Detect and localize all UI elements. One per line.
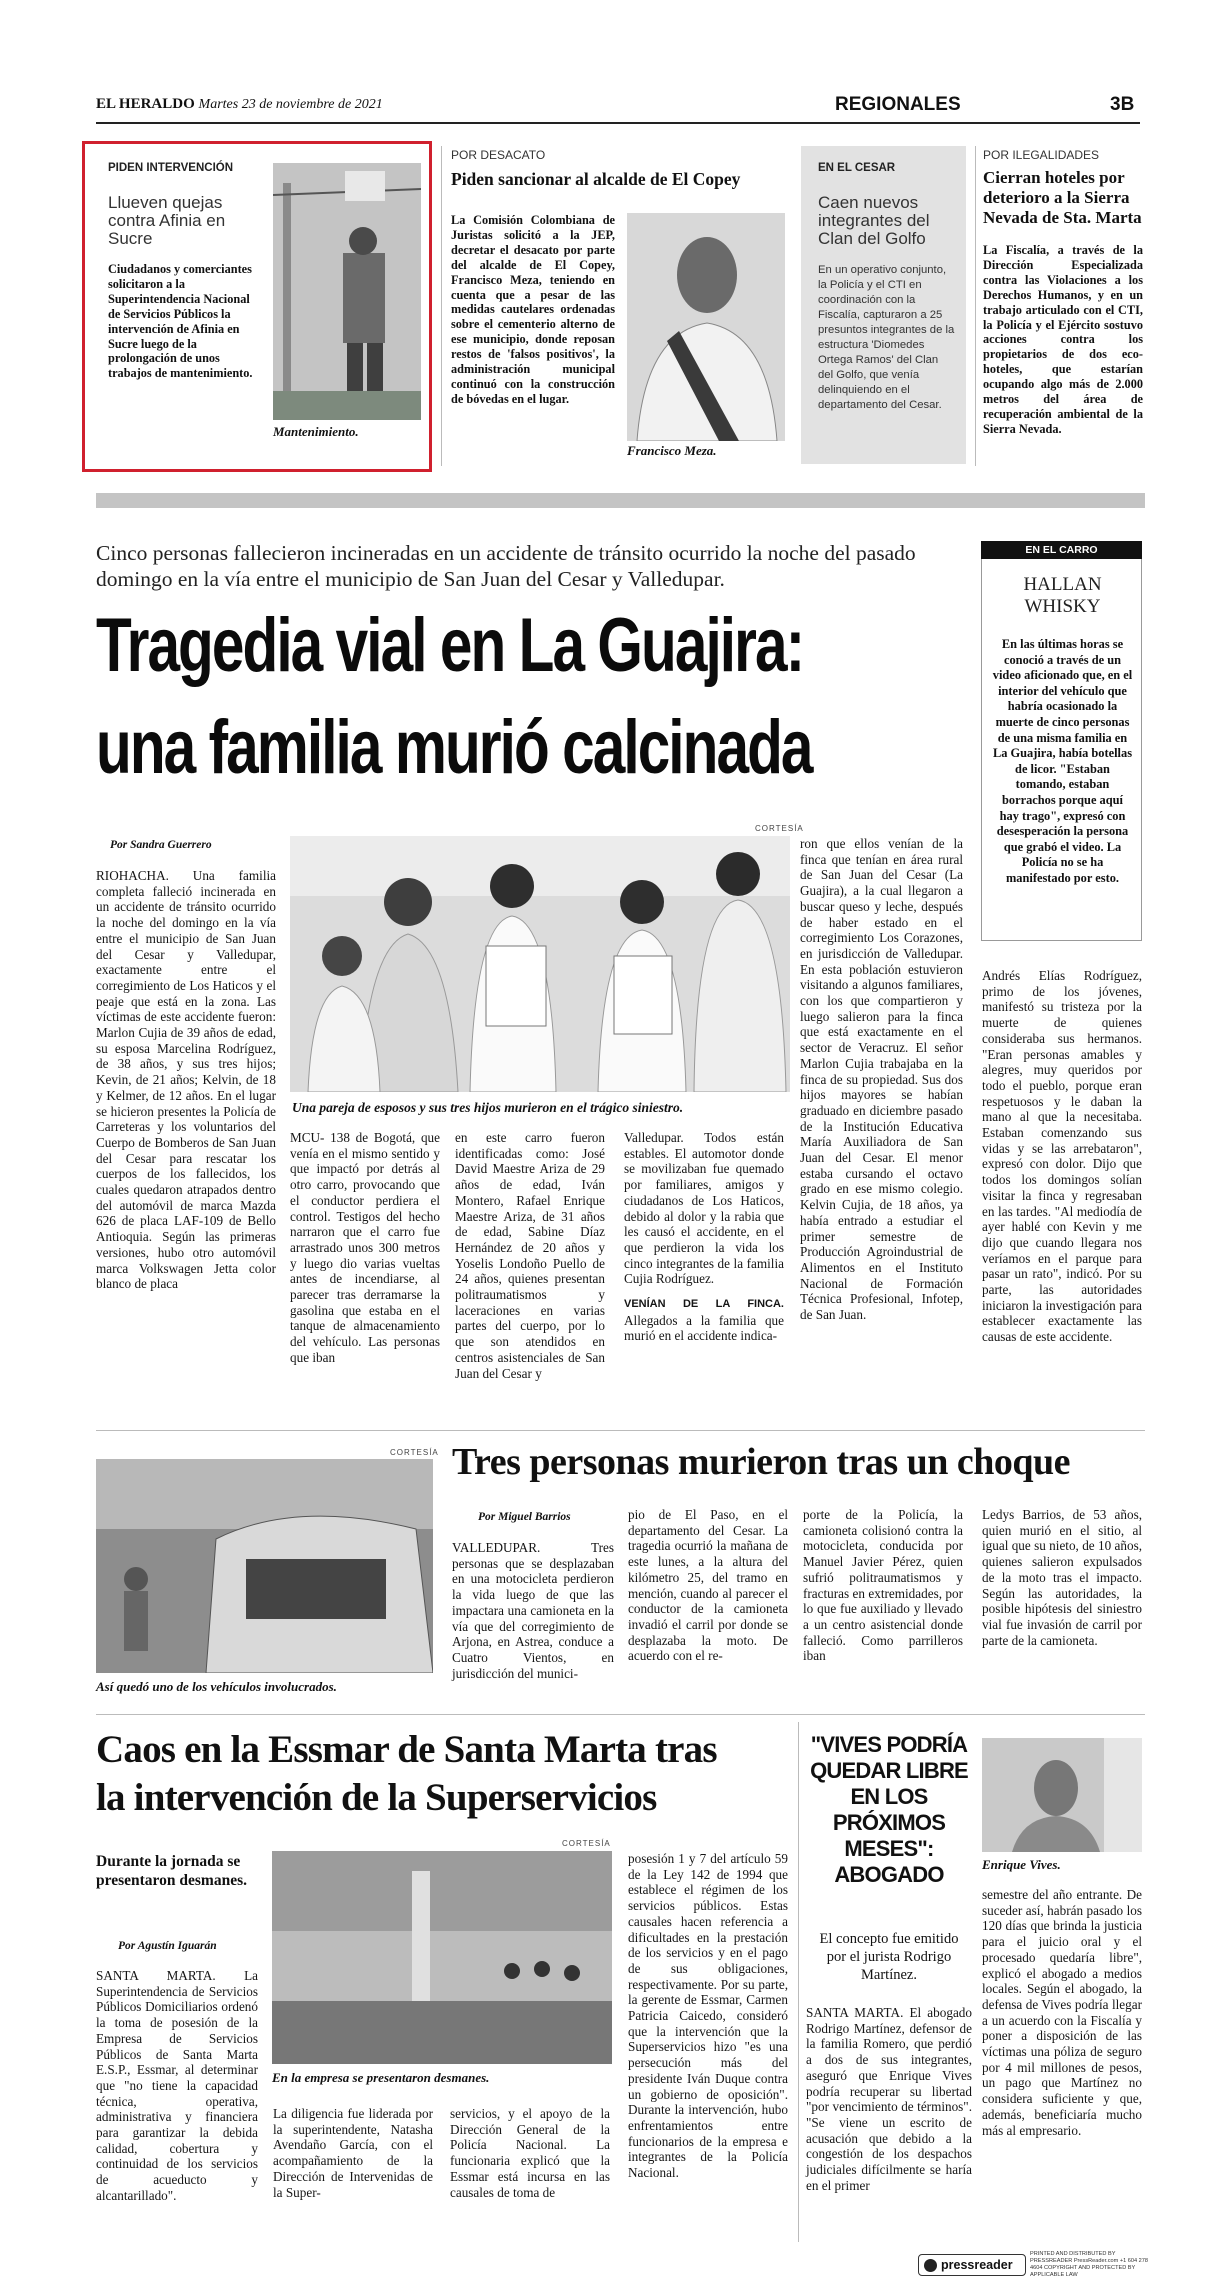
vives-deck: El concepto fue emitido por el jurista Rodrigo Martínez. <box>819 1931 959 1983</box>
choque-column-2: pio de El Paso, en el departamento del Cesar. La tragedia ocurrió la mañana de este lunes, a la altura del kilómetro 25, del tramo en mención, cuando al parecer el conductor de la camioneta invadió el carril por donde se desplazaba la moto. De acuerdo con el re- <box>628 1507 788 1664</box>
section-name: REGIONALES <box>835 94 961 115</box>
brief-hotels-body: La Fiscalía, a través de la Dirección Especializada contra las Violaciones a los Derechos Humanos, y en un trabajo articulado con el CTI, la Policía y el Ejército sostuvo acciones contra los propietarios de dos eco-hoteles, que estarían ocupando algo más de 2.000 metros del área de recuperación ambiental de la Sierra Nevada. <box>983 243 1143 436</box>
divider <box>798 1722 799 2242</box>
mayor-portrait-graphic <box>627 213 785 441</box>
choque-photo-caption: Así quedó uno de los vehículos involucrados. <box>96 1679 337 1694</box>
essmar-photo-credit: CORTESÍA <box>562 1839 611 1848</box>
paper-name: EL HERALDO <box>96 96 195 112</box>
essmar-deck: Durante la jornada se presentaron desmanes. <box>96 1853 247 1889</box>
main-column-4 <box>624 1130 784 1344</box>
main-family-photo <box>290 836 790 1092</box>
brief-clan-title: Caen nuevos integrantes del Clan del Golfo <box>818 193 930 248</box>
brief-copey-title: Piden sancionar al alcalde de El Copey <box>451 169 741 189</box>
essmar-headline-line-2: la intervención de la Superservicios <box>96 1776 657 1819</box>
pressreader-logo-icon <box>924 2259 937 2272</box>
main-photo-credit: CORTESÍA <box>755 824 804 833</box>
main-subhead: VENÍAN DE LA FINCA. <box>624 1298 784 1311</box>
brief-hotels-kicker: POR ILEGALIDADES <box>983 148 1100 162</box>
header-rule <box>96 122 1140 124</box>
divider <box>96 1430 1145 1431</box>
vives-headline: "VIVES PODRÍA QUEDAR LIBRE EN LOS PRÓXIMOS MESES": ABOGADO <box>810 1732 968 1887</box>
choque-column-1: VALLEDUPAR. Tres personas que se desplazaban en una motocicleta perdieron la vida luego de que las impactara una camioneta en la vía que del corregimiento de Arjona, en Astrea, conduce a Cuatro Vientos, en jurisdicción del munici- <box>452 1540 614 1681</box>
whisky-kicker: EN EL CARRO <box>981 541 1142 559</box>
pressreader-brand: pressreader <box>941 2258 1013 2272</box>
brief-clan-kicker: EN EL CESAR <box>818 162 896 174</box>
brief-copey-photo <box>627 213 785 441</box>
vives-column-2: semestre del año entrante. De suceder así, habrán pasado los 120 días que brinda la justicia para el juicio oral y el procesado quedaría libre", explicó el abogado a medios locales. Según el abogado, la defensa de Vives podría llegar a un acuerdo con la Fiscalía y poner a disposición de las víctimas una póliza de seguro por 4 mil millones de pesos, un pago que Martínez no considera suficiente y que, además, beneficiaría mucho más al empresario. <box>982 1887 1142 2138</box>
vives-photo <box>982 1738 1142 1852</box>
main-column-4-continued <box>624 1295 784 1344</box>
divider <box>441 146 442 466</box>
section-bar <box>96 493 1145 508</box>
lineman-photo-graphic <box>273 163 421 420</box>
choque-photo-credit: CORTESÍA <box>390 1448 439 1457</box>
main-column-4-text: Valledupar. Todos están estables. El automotor donde se movilizaban fue quemado por familiares, amigos y ciudadanos de Los Haticos, debido al dolor y la rabia que les causó el accidente, en el que perdieron la vida los cinco integrantes de la familia Cujia Rodríguez. <box>624 1130 784 1287</box>
essmar-column-4: posesión 1 y 7 del artículo 59 de la Ley 142 de 1994 que establece el régimen de los servicios públicos. Estas causales hacen referencia a dificultades en la prestación de los servicios y en el pago de sus obligaciones, respectivamente. Por su parte, la gerente de Essmar, Carmen Patricia Caicedo, consideró que la intervención que la Superservicios hizo "es una persecución más del presidente Iván Duque contra un gobierno de oposición". Durante la intervención, hubo enfrentamientos entre funcionarios de la empresa e integrantes de la Policía Nacional. <box>628 1851 788 2181</box>
main-column-4-text-2: Allegados a la familia que murió en el accidente indica- <box>624 1312 784 1344</box>
essmar-photo-caption: En la empresa se presentaron desmanes. <box>272 2070 490 2085</box>
main-column-2: MCU- 138 de Bogotá, que venía en el mismo sentido y que impactó por detrás al otro carro, provocando que el conductor perdiera el control. Testigos del hecho narraron que el carro fue arrastrado unos 300 metros y luego dio varias vueltas antes de incendiarse, al parecer tras derramarse la gasolina que estaba en el tanque de almacenamiento del vehículo. Las personas que iban <box>290 1130 440 1365</box>
brief-afinia-caption: Mantenimiento. <box>273 424 359 439</box>
main-column-5: ron que ellos venían de la finca que tenían en área rural de San Juan del Cesar (La Guajira), a la cual llegaron a buscar queso y leche, después de haber estado en el corregimiento Los Corazones, en jurisdicción de Valledupar. En esta población estuvieron visitando a algunos familiares, con los que compartieron y luego salieron para la finca que está exactamente en el sector de Veracruz. El señor Marlon Cujia trabajaba en la finca de su propiedad. Sus dos hijos mayores se habían graduado en diciembre pasado de la Institución Educativa María Auxiliadora de San Juan del Cesar. El menor estaba cursando el octavo grado en ese mismo colegio. Kelvin Cujia, de 18 años, ya había entrado a estudiar el primer semestre de Producción Agroindustrial de Alimentos en el Instituto Nacional de Formación Técnica Profesional, Infotep, de San Juan. <box>800 836 963 1323</box>
main-column-1: RIOHACHA. Una familia completa falleció incinerada en un accidente de tránsito ocurrido la noche del domingo en la vía entre el municipio de San Juan del Cesar y Valledupar, exactamente entre el corregimiento de Los Haticos y el peaje que está en la zona. Las víctimas de este accidente fueron: Marlon Cujia de 39 años de edad, su esposa Marcelina Rodríguez, de 38 años, y sus tres hijos; Kevin, de 21 años; Kelvin, de 18 y Kelmer, de 12 años. En el lugar se hicieron presentes la Policía de Carreteras y los voluntarios del Cuerpo de Bomberos de San Juan del Cesar para rescatar los cuerpos de los fallecidos, los cuales quedaron atrapados dentro del automóvil de marca Mazda 626 de placa LAF-109 de Bello Antioquia. Según las primeras versiones, hubo otro automóvil marca Volkswagen Jetta color blanco de placa <box>96 868 276 1292</box>
pressreader-note: PRINTED AND DISTRIBUTED BY PRESSREADER PressReader.com +1 604 278 4604 COPYRIGHT AND PROTECTED BY APPLICABLE LAW <box>1030 2251 1148 2278</box>
issue-date: Martes 23 de noviembre de 2021 <box>198 97 383 112</box>
divider <box>975 146 976 466</box>
whisky-title: HALLAN WHISKY <box>1023 574 1102 617</box>
mugshot-graphic <box>982 1738 1142 1852</box>
brief-afinia-photo <box>273 163 421 420</box>
brief-clan-body: En un operativo conjunto, la Policía y el CTI en coordinación con la Fiscalía, capturaron a 25 presuntos integrantes de la estructura 'Diomedes Ortega Ramos' del Clan del Golfo, que venía delinquiendo en el departamento del Cesar. <box>818 264 955 411</box>
brief-hotels-title: Cierran hoteles por deterioro a la Sierra Nevada de Sta. Marta <box>983 168 1142 227</box>
protest-photo-graphic <box>272 1851 612 2064</box>
main-photo-caption: Una pareja de esposos y sus tres hijos murieron en el trágico siniestro. <box>292 1100 684 1115</box>
brief-copey-caption: Francisco Meza. <box>627 443 717 458</box>
page-number: 3B <box>1110 94 1135 115</box>
choque-photo <box>96 1459 433 1673</box>
main-deck: Cinco personas fallecieron incineradas en un accidente de tránsito ocurrido la noche del pasado domingo en la vía entre el municipio de San Juan del Cesar y Valledupar. <box>96 541 916 591</box>
masthead <box>96 96 383 113</box>
essmar-column-3: servicios, y el apoyo de la Dirección General de la Policía Nacional. La funcionaria explicó que la Essmar está incursa en las causales de toma de <box>450 2106 610 2200</box>
choque-column-4: Ledys Barrios, de 53 años, quien murió en el sitio, al igual que su nieto, de 10 años, quienes salieron expulsados de la moto tras el impacto. Según las autoridades, la posible hipótesis del siniestro vial fue invasión de carril por parte de la camioneta. <box>982 1507 1142 1648</box>
essmar-column-1: SANTA MARTA. La Superintendencia de Servicios Públicos Domiciliarios ordenó la toma de posesión de la Empresa de Servicios Públicos de Santa Marta E.S.P., Essmar, al determinar que "no tiene la capacidad técnica, operativa, administrativa y financiera para garantizar la debida calidad, cobertura y continuidad de los servicios de acueducto y alcantarillado". <box>96 1968 258 2203</box>
vives-column-1: SANTA MARTA. El abogado Rodrigo Martínez, defensor de la familia Romero, que perdió a dos de sus integrantes, aseguró que Enrique Vives podría recuperar su libertad "por vencimiento de términos". "Se viene un escrito de acusación que debido a la congestión de los despachos judiciales difícilmente se haría en el primer <box>806 2005 972 2193</box>
divider <box>96 1714 1145 1715</box>
main-headline-line-2: una familia murió calcinada <box>96 705 812 790</box>
vives-photo-caption: Enrique Vives. <box>982 1857 1061 1872</box>
whisky-body: En las últimas horas se conoció a través de un video aficionado que, en el interior del vehículo que habría ocasionado la muerte de cinco personas de una misma familia en La Guajira, había botellas de licor. "Estaban tomando, estaban borrachos porque aquí hay trago", expresó con desesperación la persona que grabó el video. La Policía no se ha manifestado por esto. <box>992 637 1133 885</box>
main-column-3: en este carro fueron identificadas como: José David Maestre Ariza de 29 años de edad, Iván Montero, Rafael Enrique Maestre Ariza, de 31 años de edad, Sabine Díaz Hernández de 20 años y Yoselis Londoño Puello de 24 años, quienes presentan politraumatismos y laceraciones en varias partes del cuerpo, por lo que son atendidos en centros asistenciales de San Juan del Cesar y <box>455 1130 605 1381</box>
brief-copey-body: La Comisión Colombiana de Juristas solicitó a la JEP, decretar el desacato por parte del alcalde de El Copey, Francisco Meza, teniendo en cuenta que a pesar de las medidas cautelares ordenadas sobre el cementerio alterno de ese municipio, donde reposan restos de 'falsos positivos', la administración municipal continuó con la construcción de bóvedas en el lugar. <box>451 213 615 406</box>
essmar-byline: Por Agustín Iguarán <box>118 1940 217 1952</box>
wrecked-truck-graphic <box>96 1459 433 1673</box>
essmar-column-2: La diligencia fue liderada por la superintendente, Natasha Avendaño García, con el acompañamiento de la Dirección de Intervenidas de la Super- <box>273 2106 433 2200</box>
main-byline: Por Sandra Guerrero <box>110 839 212 851</box>
main-headline-line-1: Tragedia vial en La Guajira: <box>96 603 804 688</box>
essmar-headline-line-1: Caos en la Essmar de Santa Marta tras <box>96 1728 717 1771</box>
choque-column-3: porte de la Policía, la camioneta colisionó contra la motocicleta, conducida por Manuel Javier Pérez, quien sufrió politraumatismos y fracturas en extremidades, por lo que fue auxiliado y llevado a un centro asistencial donde falleció. Como parrilleros iban <box>803 1507 963 1664</box>
main-column-6: Andrés Elías Rodríguez, primo de los jóvenes, manifestó su tristeza por la muerte de quienes consideraba sus hermanos. "Eran personas amables y alegres, muy queridos por todo el pueblo, porque eran respetuosos y le daban la mano al que la necesitaba. Estaban comenzando sus vidas y se las arrebataron", expresó con dolor. Dijo que todos los domingos solían visitar la finca y regresaban en las tardes. "Al mediodía de ayer hablé con Kevin y me dijo que cuando llegara nos veríamos en el parque para pasar un rato", indicó. Por su parte, las autoridades iniciaron la investigación para establecer exactamente las causas de este accidente. <box>982 968 1142 1345</box>
brief-copey-kicker: POR DESACATO <box>451 148 546 162</box>
essmar-photo <box>272 1851 612 2064</box>
choque-byline: Por Miguel Barrios <box>478 1511 571 1523</box>
pressreader-badge[interactable] <box>918 2254 1026 2276</box>
brief-afinia-body: Ciudadanos y comerciantes solicitaron a la Superintendencia Nacional de Servicios Públicos la intervención de Afinia en Sucre luego de la prolongación de unos trabajos de mantenimiento. <box>108 262 253 381</box>
choque-headline: Tres personas murieron tras un choque <box>452 1441 1071 1483</box>
brief-afinia-title: Llueven quejas contra Afinia en Sucre <box>108 193 226 248</box>
brief-afinia-kicker: PIDEN INTERVENCIÓN <box>108 162 234 174</box>
family-photo-graphic <box>290 836 790 1092</box>
